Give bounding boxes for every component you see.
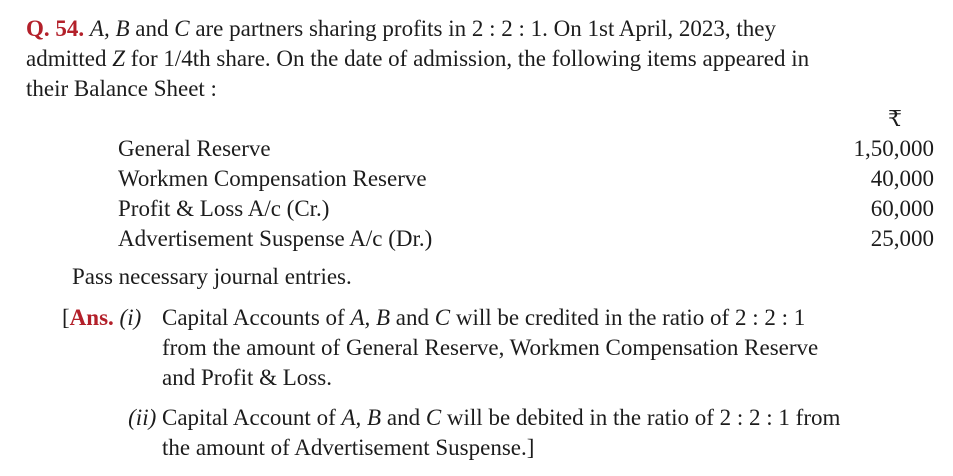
answer-part-1-line-1 xyxy=(162,303,818,333)
item-amount: 40,000 xyxy=(870,166,934,191)
open-bracket: [ xyxy=(62,305,70,330)
balance-item-row xyxy=(118,194,934,224)
partners-ab: A, B xyxy=(350,305,391,330)
balance-item-row xyxy=(118,224,934,254)
answer-label: Ans. xyxy=(69,305,114,330)
rupee-symbol-header: ₹ xyxy=(888,106,902,131)
text-segment: will be credited in the ratio of 2 : 2 : 1 xyxy=(450,305,806,330)
balance-sheet-items xyxy=(118,134,934,254)
balance-item-row xyxy=(118,164,934,194)
answer-part-1-text xyxy=(162,303,818,393)
item-label: Workmen Compensation Reserve xyxy=(118,166,427,191)
answer-part-1-line-2: from the amount of General Reserve, Workmen Compensation Reserve xyxy=(162,335,819,360)
question-line-2-rest: for 1/4th share. On the date of admission, the following items appeared in xyxy=(125,46,810,71)
text-segment: Capital Account of xyxy=(162,405,342,430)
answer-part-2 xyxy=(62,403,938,463)
balance-item-row xyxy=(118,134,934,164)
conjunction: and xyxy=(381,405,426,430)
answer-part-1-number: (i) xyxy=(119,305,142,330)
text-segment: will be debited in the ratio of 2 : 2 : 1 from xyxy=(441,405,841,430)
answer-block xyxy=(62,303,938,463)
item-label: General Reserve xyxy=(118,136,271,161)
partners-ab: A, B xyxy=(341,405,382,430)
answer-part-2-line-2: the amount of Advertisement Suspense.] xyxy=(162,435,535,460)
partner-c: C xyxy=(174,16,190,41)
question-text xyxy=(26,14,938,104)
item-amount: 25,000 xyxy=(870,226,934,251)
conjunction: and xyxy=(129,16,175,41)
partner-z: Z xyxy=(112,46,126,71)
question-number: Q. 54. xyxy=(26,16,85,41)
partners-ab: A, B xyxy=(89,16,130,41)
partner-c: C xyxy=(434,305,451,330)
item-label: Advertisement Suspense A/c (Dr.) xyxy=(118,226,433,251)
item-amount: 1,50,000 xyxy=(853,136,934,161)
instruction-text: Pass necessary journal entries. xyxy=(72,264,352,289)
answer-part-2-line-1 xyxy=(162,403,840,433)
answer-part-2-text xyxy=(162,403,840,463)
question-line-1-rest: are partners sharing profits in 2 : 2 : 1. On 1st April, 2023, they xyxy=(189,16,776,41)
question-line-1 xyxy=(26,14,938,44)
item-amount: 60,000 xyxy=(870,196,934,221)
question-line-2 xyxy=(26,44,938,74)
answer-label-group xyxy=(62,303,162,393)
conjunction: and xyxy=(390,305,435,330)
text-segment: Capital Accounts of xyxy=(162,305,351,330)
question-line-2-start: admitted xyxy=(26,46,113,71)
item-label: Profit & Loss A/c (Cr.) xyxy=(118,196,330,221)
answer-part-1-line-3: and Profit & Loss. xyxy=(162,365,332,390)
answer-part-2-number: (ii) xyxy=(128,405,157,430)
partner-c: C xyxy=(425,405,442,430)
question-line-3: their Balance Sheet : xyxy=(26,76,217,101)
answer-part-2-number-cell xyxy=(62,403,162,463)
answer-part-1 xyxy=(62,303,938,393)
